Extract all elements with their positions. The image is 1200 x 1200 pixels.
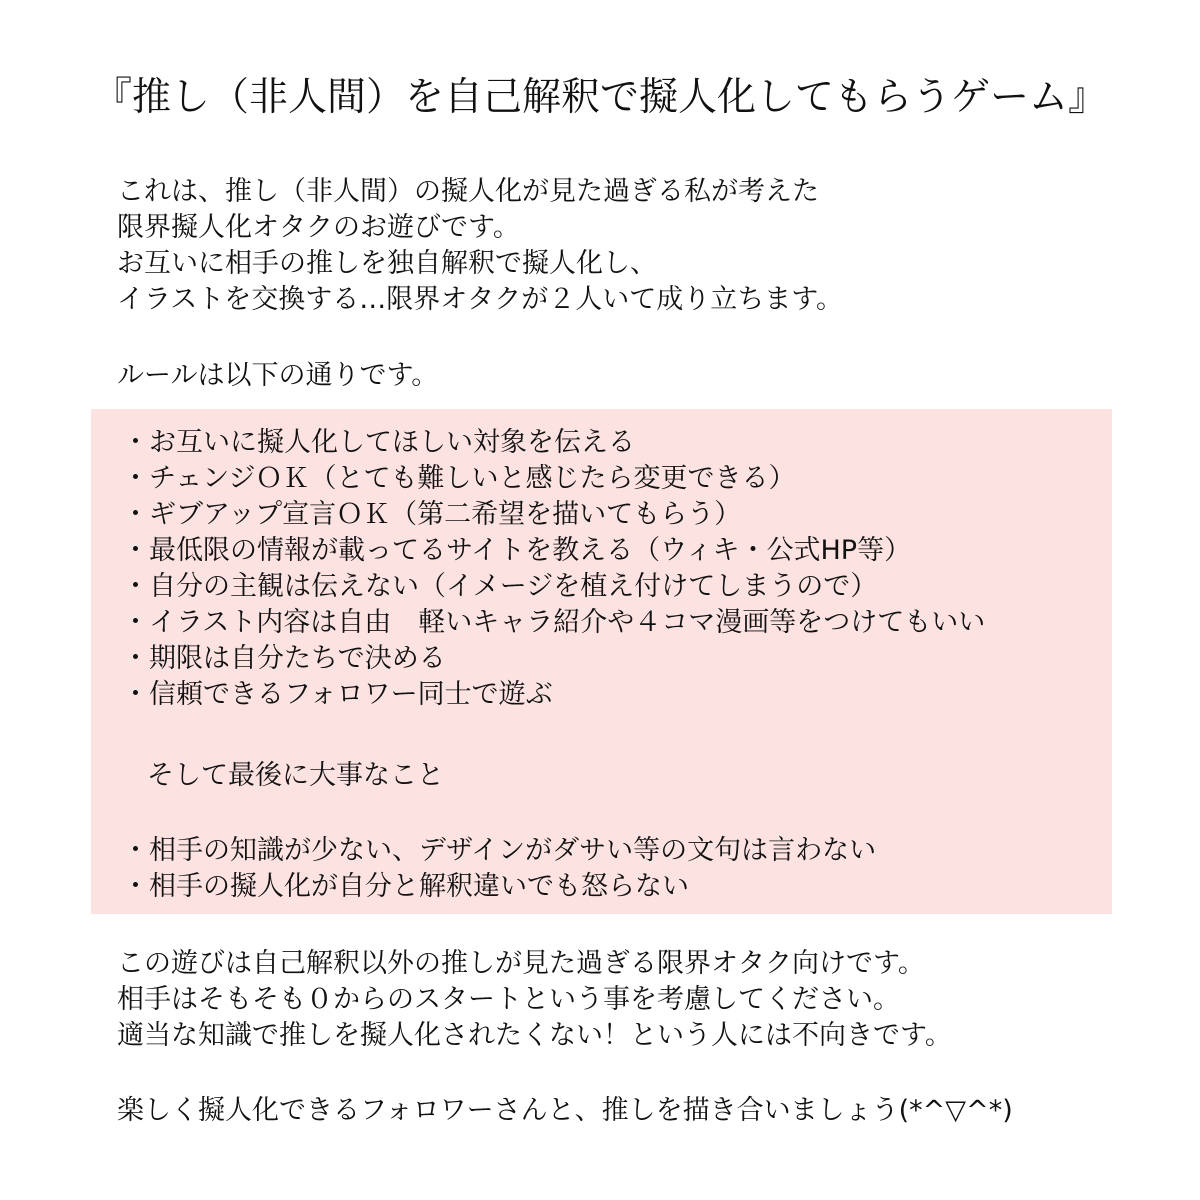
- outro-line: 相手はそもそも０からのスタートという事を考慮してください。: [117, 984, 900, 1015]
- important-rule-item: ・相手の擬人化が自分と解釈違いでも怒らない: [122, 871, 689, 902]
- rule-item: ・チェンジＯＫ（とても難しいと感じたら変更できる）: [122, 463, 796, 494]
- intro-line: 限界擬人化オタクのお遊びです。: [117, 212, 520, 243]
- rule-item: ・ギブアップ宣言ＯＫ（第二希望を描いてもらう）: [122, 499, 742, 530]
- closing-line: 楽しく擬人化できるフォロワーさんと、推しを描き合いましょう(*^▽^*): [117, 1095, 1013, 1126]
- intro-line: イラストを交換する…限界オタクが２人いて成り立ちます。: [117, 284, 844, 315]
- intro-paragraph: [117, 174, 843, 318]
- important-rules-list: [122, 833, 876, 905]
- important-heading: そして最後に大事なこと: [147, 760, 444, 791]
- outro-line: この遊びは自己解釈以外の推しが見た過ぎる限界オタク向けです。: [117, 948, 925, 979]
- outro-paragraph: [117, 946, 952, 1054]
- intro-line: お互いに相手の推しを独自解釈で擬人化し、: [117, 248, 657, 279]
- rule-item: ・信頼できるフォロワー同士で遊ぶ: [122, 679, 553, 710]
- intro-line: これは、推し（非人間）の擬人化が見た過ぎる私が考えた: [117, 176, 819, 207]
- rule-item: ・お互いに擬人化してほしい対象を伝える: [122, 427, 635, 458]
- rule-item: ・期限は自分たちで決める: [122, 643, 446, 674]
- important-rule-item: ・相手の知識が少ない、デザインがダサい等の文句は言わない: [122, 835, 877, 866]
- rules-list: [122, 425, 985, 713]
- outro-line: 適当な知識で推しを擬人化されたくない！という人には不向きです。: [117, 1020, 952, 1051]
- rule-item: ・最低限の情報が載ってるサイトを教える（ウィキ・公式HP等）: [122, 535, 912, 566]
- page-title: 『推し（非人間）を自己解釈で擬人化してもらうゲーム』: [92, 75, 1107, 120]
- rules-heading: ルールは以下の通りです。: [117, 360, 439, 391]
- rule-item: ・自分の主観は伝えない（イメージを植え付けてしまうので）: [122, 571, 878, 602]
- rule-item: ・イラスト内容は自由 軽いキャラ紹介や４コマ漫画等をつけてもいい: [122, 607, 986, 638]
